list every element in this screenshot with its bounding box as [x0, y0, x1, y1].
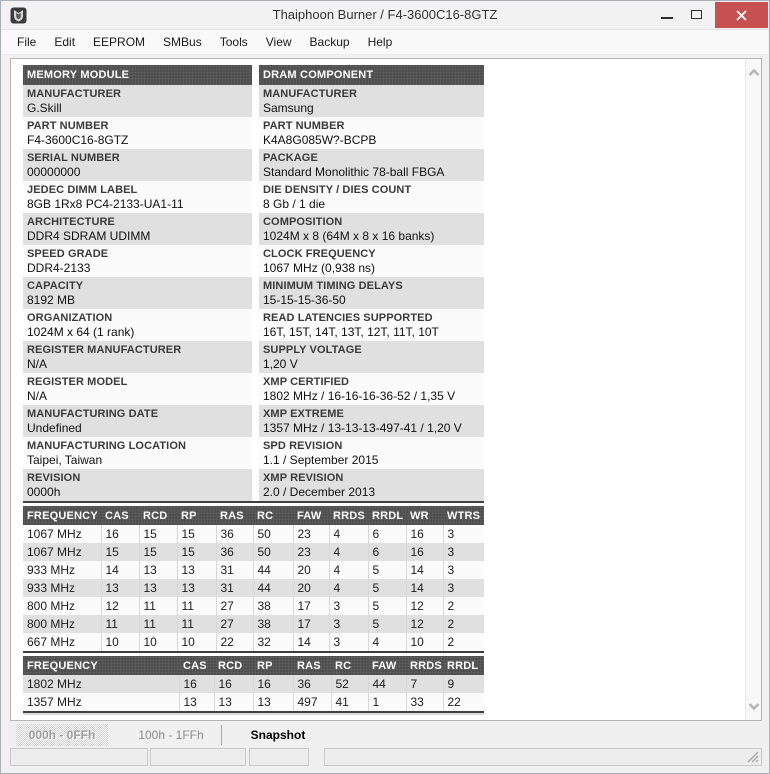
timing-cell: 12 — [406, 597, 443, 615]
info-row — [23, 309, 252, 341]
column-header: FAW — [372, 659, 397, 672]
timing-cell: 11 — [139, 615, 177, 633]
timing-cell: 13 — [177, 579, 216, 597]
info-label: PART NUMBER — [27, 120, 109, 132]
menu-item[interactable]: Backup — [309, 35, 350, 49]
info-row — [23, 277, 252, 309]
info-label: MANUFACTURING LOCATION — [27, 440, 187, 452]
info-label: XMP CERTIFIED — [263, 376, 350, 388]
timing-cell: 12 — [406, 615, 443, 633]
info-row — [23, 149, 252, 181]
timing-cell: 12 — [101, 597, 139, 615]
info-row — [23, 245, 252, 277]
timing-cell: 16 — [179, 675, 214, 693]
info-value: 0000h — [27, 485, 61, 499]
info-value: 1802 MHz / 16-16-16-36-52 / 1,35 V — [263, 389, 456, 403]
minimize-icon — [661, 17, 673, 19]
timing-cell: 2 — [443, 633, 484, 651]
info-row — [23, 469, 252, 501]
timing-cell: 10 — [101, 633, 139, 651]
timing-cell: 11 — [101, 615, 139, 633]
tab-divider — [221, 725, 222, 745]
timing-cell: 933 MHz — [27, 581, 76, 595]
column-header: RRDL — [447, 659, 479, 672]
info-row — [23, 405, 252, 437]
timing-cell: 31 — [216, 579, 253, 597]
column-header: CAS — [105, 509, 129, 522]
column-header: RRDL — [372, 509, 404, 522]
memory-module-rows — [23, 85, 252, 501]
timing-cell: 4 — [329, 543, 368, 561]
info-value: 1,20 V — [263, 357, 298, 371]
menu-item[interactable]: Edit — [54, 35, 76, 49]
info-value: N/A — [27, 357, 48, 371]
menu-item[interactable]: SMBus — [163, 35, 202, 49]
info-row — [259, 373, 484, 405]
info-row — [259, 469, 484, 501]
timing-cell: 1 — [368, 693, 406, 711]
info-label: CLOCK FREQUENCY — [263, 248, 376, 260]
info-value: 1024M x 8 (64M x 8 x 16 banks) — [263, 229, 435, 243]
timing-cell: 52 — [331, 675, 368, 693]
info-label: XMP EXTREME — [263, 408, 344, 420]
status-segment — [150, 748, 246, 766]
timing-cell: 20 — [293, 561, 329, 579]
info-row — [23, 213, 252, 245]
info-row — [259, 213, 484, 245]
jedec-timing-table — [23, 506, 484, 651]
timing-cell: 3 — [443, 579, 484, 597]
info-label: DIE DENSITY / DIES COUNT — [263, 184, 412, 196]
timing-cell: 22 — [443, 693, 484, 711]
column-header: FREQUENCY — [27, 509, 98, 522]
info-value: 8192 MB — [27, 293, 76, 307]
info-label: SUPPLY VOLTAGE — [263, 344, 362, 356]
info-row — [23, 373, 252, 405]
section-divider — [23, 711, 484, 713]
column-header: RC — [257, 509, 274, 522]
memory-module-header: MEMORY MODULE — [23, 65, 252, 85]
timing-row — [23, 579, 484, 597]
timing-cell: 23 — [293, 525, 329, 543]
info-value: DDR4-2133 — [27, 261, 91, 275]
timing-cell: 11 — [177, 615, 216, 633]
info-value: N/A — [27, 389, 48, 403]
maximize-button[interactable] — [682, 2, 712, 28]
menu-item[interactable]: Tools — [219, 35, 248, 49]
timing-cell: 6 — [368, 525, 406, 543]
minimize-button[interactable] — [652, 2, 682, 28]
info-value: F4-3600C16-8GTZ — [27, 133, 129, 147]
timing-cell: 16 — [406, 525, 443, 543]
timing-cell: 667 MHz — [27, 635, 76, 649]
timing-cell: 36 — [216, 543, 253, 561]
info-value: DDR4 SDRAM UDIMM — [27, 229, 151, 243]
info-row — [259, 277, 484, 309]
info-label: SERIAL NUMBER — [27, 152, 120, 164]
chevron-down-icon[interactable] — [747, 698, 761, 714]
timing-cell: 15 — [101, 543, 139, 561]
info-value: Undefined — [27, 421, 82, 435]
timing-cell: 2 — [443, 597, 484, 615]
vertical-scrollbar[interactable] — [745, 59, 761, 720]
timing-cell: 20 — [293, 579, 329, 597]
info-row — [259, 437, 484, 469]
info-label: REGISTER MODEL — [27, 376, 128, 388]
info-value: 1.1 / September 2015 — [263, 453, 379, 467]
column-header: RRDS — [410, 659, 442, 672]
timing-cell: 38 — [253, 597, 293, 615]
timing-cell: 933 MHz — [27, 563, 76, 577]
info-row — [259, 85, 484, 117]
timing-cell: 15 — [177, 525, 216, 543]
tab-label: 000h - 0FFh — [28, 728, 96, 742]
info-value: 1357 MHz / 13-13-13-497-41 / 1,20 V — [263, 421, 462, 435]
maximize-icon — [691, 10, 702, 19]
resize-grip-icon[interactable] — [746, 750, 759, 763]
xmp-timing-table — [23, 656, 484, 711]
info-value: 2.0 / December 2013 — [263, 485, 376, 499]
timing-cell: 3 — [443, 525, 484, 543]
spd-summary-panel — [10, 58, 762, 721]
menu-item[interactable]: Help — [367, 35, 393, 49]
timing-cell: 16 — [406, 543, 443, 561]
column-header: CAS — [183, 659, 207, 672]
column-header: RP — [257, 659, 273, 672]
timing-cell: 1357 MHz — [27, 695, 82, 709]
timing-cell: 1067 MHz — [27, 545, 82, 559]
timing-cell: 15 — [177, 543, 216, 561]
column-header: RC — [335, 659, 352, 672]
info-row — [259, 341, 484, 373]
timing-cell: 13 — [253, 693, 293, 711]
timing-cell: 17 — [293, 597, 329, 615]
timing-cell: 5 — [368, 579, 406, 597]
timing-cell: 31 — [216, 561, 253, 579]
timing-cell: 11 — [177, 597, 216, 615]
info-label: SPEED GRADE — [27, 248, 109, 260]
timing-cell: 27 — [216, 615, 253, 633]
timing-cell: 44 — [253, 579, 293, 597]
column-header: RRDS — [333, 509, 365, 522]
info-row — [259, 149, 484, 181]
timing-cell: 3 — [443, 543, 484, 561]
timing-cell: 16 — [253, 675, 293, 693]
info-value: G.Skill — [27, 101, 62, 115]
info-value: 1067 MHz (0,938 ns) — [263, 261, 376, 275]
timing-cell: 44 — [368, 675, 406, 693]
info-label: PART NUMBER — [263, 120, 345, 132]
timing-row — [23, 675, 484, 693]
info-label: MANUFACTURER — [263, 88, 358, 100]
close-button[interactable] — [715, 2, 768, 28]
status-segment — [324, 748, 762, 766]
info-label: SPD REVISION — [263, 440, 343, 452]
jedec-table-header-row — [23, 506, 484, 525]
statusbar — [1, 748, 770, 768]
column-header: RAS — [220, 509, 244, 522]
dram-component-header: DRAM COMPONENT — [259, 65, 484, 85]
menu-item[interactable]: View — [265, 35, 292, 49]
status-segment — [249, 748, 309, 766]
timing-cell: 5 — [368, 615, 406, 633]
timing-cell: 14 — [406, 561, 443, 579]
timing-cell: 11 — [139, 597, 177, 615]
timing-cell: 10 — [139, 633, 177, 651]
info-label: MANUFACTURER — [27, 88, 122, 100]
info-label: ARCHITECTURE — [27, 216, 115, 228]
timing-cell: 13 — [101, 579, 139, 597]
timing-cell: 3 — [329, 633, 368, 651]
timing-cell: 50 — [253, 525, 293, 543]
timing-cell: 4 — [329, 579, 368, 597]
tab-100h-1ffh[interactable] — [116, 724, 226, 746]
timing-cell: 4 — [329, 561, 368, 579]
timing-row — [23, 561, 484, 579]
timing-cell: 3 — [329, 615, 368, 633]
info-label: READ LATENCIES SUPPORTED — [263, 312, 433, 324]
timing-cell: 27 — [216, 597, 253, 615]
timing-cell: 32 — [253, 633, 293, 651]
timing-cell: 15 — [139, 525, 177, 543]
info-row — [23, 437, 252, 469]
info-value: 15-15-15-36-50 — [263, 293, 346, 307]
timing-cell: 23 — [293, 543, 329, 561]
info-label: MINIMUM TIMING DELAYS — [263, 280, 403, 292]
timing-cell: 5 — [368, 597, 406, 615]
timing-cell: 15 — [139, 543, 177, 561]
timing-cell: 22 — [216, 633, 253, 651]
timing-cell: 13 — [179, 693, 214, 711]
info-value: Samsung — [263, 101, 314, 115]
timing-cell: 3 — [443, 561, 484, 579]
column-header: RP — [181, 509, 197, 522]
timing-row — [23, 615, 484, 633]
info-row — [259, 405, 484, 437]
info-value: Taipei, Taiwan — [27, 453, 103, 467]
info-label: MANUFACTURING DATE — [27, 408, 159, 420]
info-label: REVISION — [27, 472, 81, 484]
tab-label: Snapshot — [250, 728, 306, 742]
info-label: REGISTER MANUFACTURER — [27, 344, 182, 356]
timing-cell: 36 — [216, 525, 253, 543]
info-label: COMPOSITION — [263, 216, 343, 228]
info-label: JEDEC DIMM LABEL — [27, 184, 138, 196]
timing-cell: 6 — [368, 543, 406, 561]
timing-cell: 44 — [253, 561, 293, 579]
timing-row — [23, 693, 484, 711]
info-value: 00000000 — [27, 165, 81, 179]
timing-cell: 14 — [406, 579, 443, 597]
info-value: 16T, 15T, 14T, 13T, 12T, 11T, 10T — [263, 325, 439, 339]
panel-content — [23, 65, 484, 713]
section-divider — [23, 651, 484, 653]
info-value: Standard Monolithic 78-ball FBGA — [263, 165, 445, 179]
timing-cell: 5 — [368, 561, 406, 579]
timing-cell: 14 — [293, 633, 329, 651]
section-divider — [23, 501, 484, 503]
info-row — [23, 85, 252, 117]
info-row — [259, 245, 484, 277]
memory-module-column — [23, 65, 252, 501]
timing-row — [23, 633, 484, 651]
timing-cell: 800 MHz — [27, 617, 76, 631]
timing-cell: 38 — [253, 615, 293, 633]
timing-row — [23, 543, 484, 561]
timing-cell: 1067 MHz — [27, 527, 82, 541]
info-value: 1024M x 64 (1 rank) — [27, 325, 135, 339]
info-label: XMP REVISION — [263, 472, 344, 484]
column-header: RCD — [218, 659, 243, 672]
timing-cell: 3 — [329, 597, 368, 615]
timing-cell: 497 — [293, 693, 331, 711]
column-header: FAW — [297, 509, 322, 522]
column-header: WR — [410, 509, 429, 522]
timing-cell: 800 MHz — [27, 599, 76, 613]
timing-cell: 13 — [177, 561, 216, 579]
timing-cell: 4 — [329, 525, 368, 543]
timing-cell: 14 — [101, 561, 139, 579]
titlebar — [2, 2, 768, 29]
column-header: RAS — [297, 659, 321, 672]
tab-label: 100h - 1FFh — [138, 728, 204, 742]
info-row — [259, 181, 484, 213]
menu-item[interactable]: File — [17, 35, 37, 49]
info-value: 8 Gb / 1 die — [263, 197, 326, 211]
info-row — [259, 309, 484, 341]
timing-cell: 7 — [406, 675, 443, 693]
column-header: FREQUENCY — [27, 659, 98, 672]
timing-cell: 50 — [253, 543, 293, 561]
info-value: K4A8G085W?-BCPB — [263, 133, 377, 147]
tab-000h-0ffh[interactable] — [16, 724, 108, 746]
info-label: ORGANIZATION — [27, 312, 113, 324]
xmp-table-header-row — [23, 656, 484, 675]
timing-cell: 16 — [214, 675, 253, 693]
timing-cell: 1802 MHz — [27, 677, 82, 691]
menu-item[interactable]: EEPROM — [93, 35, 146, 49]
timing-cell: 9 — [443, 675, 484, 693]
timing-cell: 13 — [139, 579, 177, 597]
column-header: WTRS — [447, 509, 481, 522]
timing-cell: 4 — [368, 633, 406, 651]
status-segment — [10, 748, 148, 766]
timing-cell: 41 — [331, 693, 368, 711]
timing-cell: 36 — [293, 675, 331, 693]
info-value: 8GB 1Rx8 PC4-2133-UA1-11 — [27, 197, 184, 211]
tab-snapshot[interactable] — [226, 724, 330, 746]
timing-cell: 10 — [177, 633, 216, 651]
info-row — [23, 341, 252, 373]
window-title: Thaiphoon Burner / F4-3600C16-8GTZ — [272, 7, 498, 22]
column-header: RCD — [143, 509, 168, 522]
info-label: PACKAGE — [263, 152, 318, 164]
timing-cell: 33 — [406, 693, 443, 711]
info-grid — [23, 65, 484, 501]
info-row — [23, 117, 252, 149]
dram-component-rows — [259, 85, 484, 501]
timing-cell: 17 — [293, 615, 329, 633]
timing-cell: 13 — [214, 693, 253, 711]
page-tabbar — [10, 723, 762, 747]
timing-cell: 10 — [406, 633, 443, 651]
info-label: CAPACITY — [27, 280, 84, 292]
timing-cell: 13 — [139, 561, 177, 579]
dram-component-column — [259, 65, 484, 501]
close-icon — [736, 10, 747, 21]
timing-cell: 16 — [101, 525, 139, 543]
info-row — [259, 117, 484, 149]
chevron-up-icon[interactable] — [747, 65, 761, 81]
info-row — [23, 181, 252, 213]
timing-row — [23, 525, 484, 543]
menubar — [2, 29, 768, 55]
timing-cell: 2 — [443, 615, 484, 633]
timing-row — [23, 597, 484, 615]
